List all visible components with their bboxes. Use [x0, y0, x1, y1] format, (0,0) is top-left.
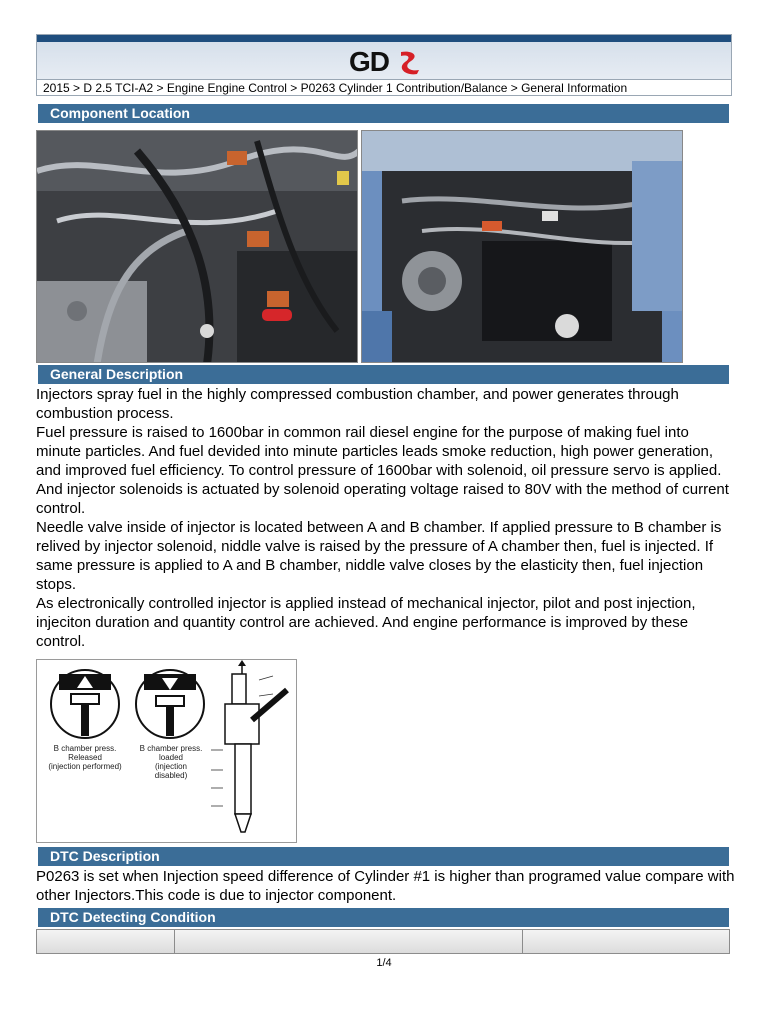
general-description-text	[36, 385, 736, 651]
section-component-location: Component Location	[38, 104, 729, 123]
description-paragraph: Needle valve inside of injector is located between A and B chamber. If applied pressure to B chamber is relived by injector solenoid, niddle valve is raised by the pressure of A chamber then, fuel is injected. If same pressure is applied to A and B chamber, niddle valve closes by the elasticity then, fuel injection stops.	[36, 519, 722, 593]
table-header-cell	[37, 930, 175, 953]
table-header-cell	[175, 930, 523, 953]
injector-diagram	[36, 659, 297, 843]
description-paragraph: Fuel pressure is raised to 1600bar in common rail diesel engine for the purpose of making fuel into minute particles. And fuel devided into minute particles leads smoke reduction, high power generation, and improved fuel efficiency. To control pressure of 1600bar with solenoid, oil pressure servo is applied. And injector solenoids is actuated by solenoid operating voltage raised to 80V with the method of current control.	[36, 424, 729, 517]
description-paragraph: As electronically controlled injector is applied instead of mechanical injector, pilot and post injection, injeciton duration and quantity control are achieved. And engine performance is improved by these control.	[36, 595, 696, 650]
diagram-caption-right: B chamber press. loaded (injection disabled)	[139, 744, 203, 780]
engine-bay-photo	[361, 130, 683, 363]
section-general-description: General Description	[38, 365, 729, 384]
dtc-description-text: P0263 is set when Injection speed difference of Cylinder #1 is higher than programed value compare with other Injectors.This code is due to injector component.	[36, 868, 735, 904]
svg-text:GD: GD	[349, 46, 389, 76]
table-header-cell	[523, 930, 729, 953]
section-dtc-description: DTC Description	[38, 847, 729, 866]
gds-header	[36, 34, 732, 96]
engine-closeup-photo	[36, 130, 358, 363]
gds-logo	[349, 46, 421, 76]
header-top-bar	[37, 35, 731, 42]
description-paragraph: Injectors spray fuel in the highly compressed combustion chamber, and power generates through combustion process.	[36, 386, 679, 422]
diagram-caption-left: B chamber press. Released (injection performed)	[48, 744, 122, 771]
section-dtc-detecting-condition: DTC Detecting Condition	[38, 908, 729, 927]
breadcrumb: 2015 > D 2.5 TCI-A2 > Engine Engine Control > P0263 Cylinder 1 Contribution/Balance > General Information	[37, 79, 731, 96]
dtc-condition-table-header	[36, 929, 730, 954]
page-number: 1/4	[376, 957, 392, 969]
